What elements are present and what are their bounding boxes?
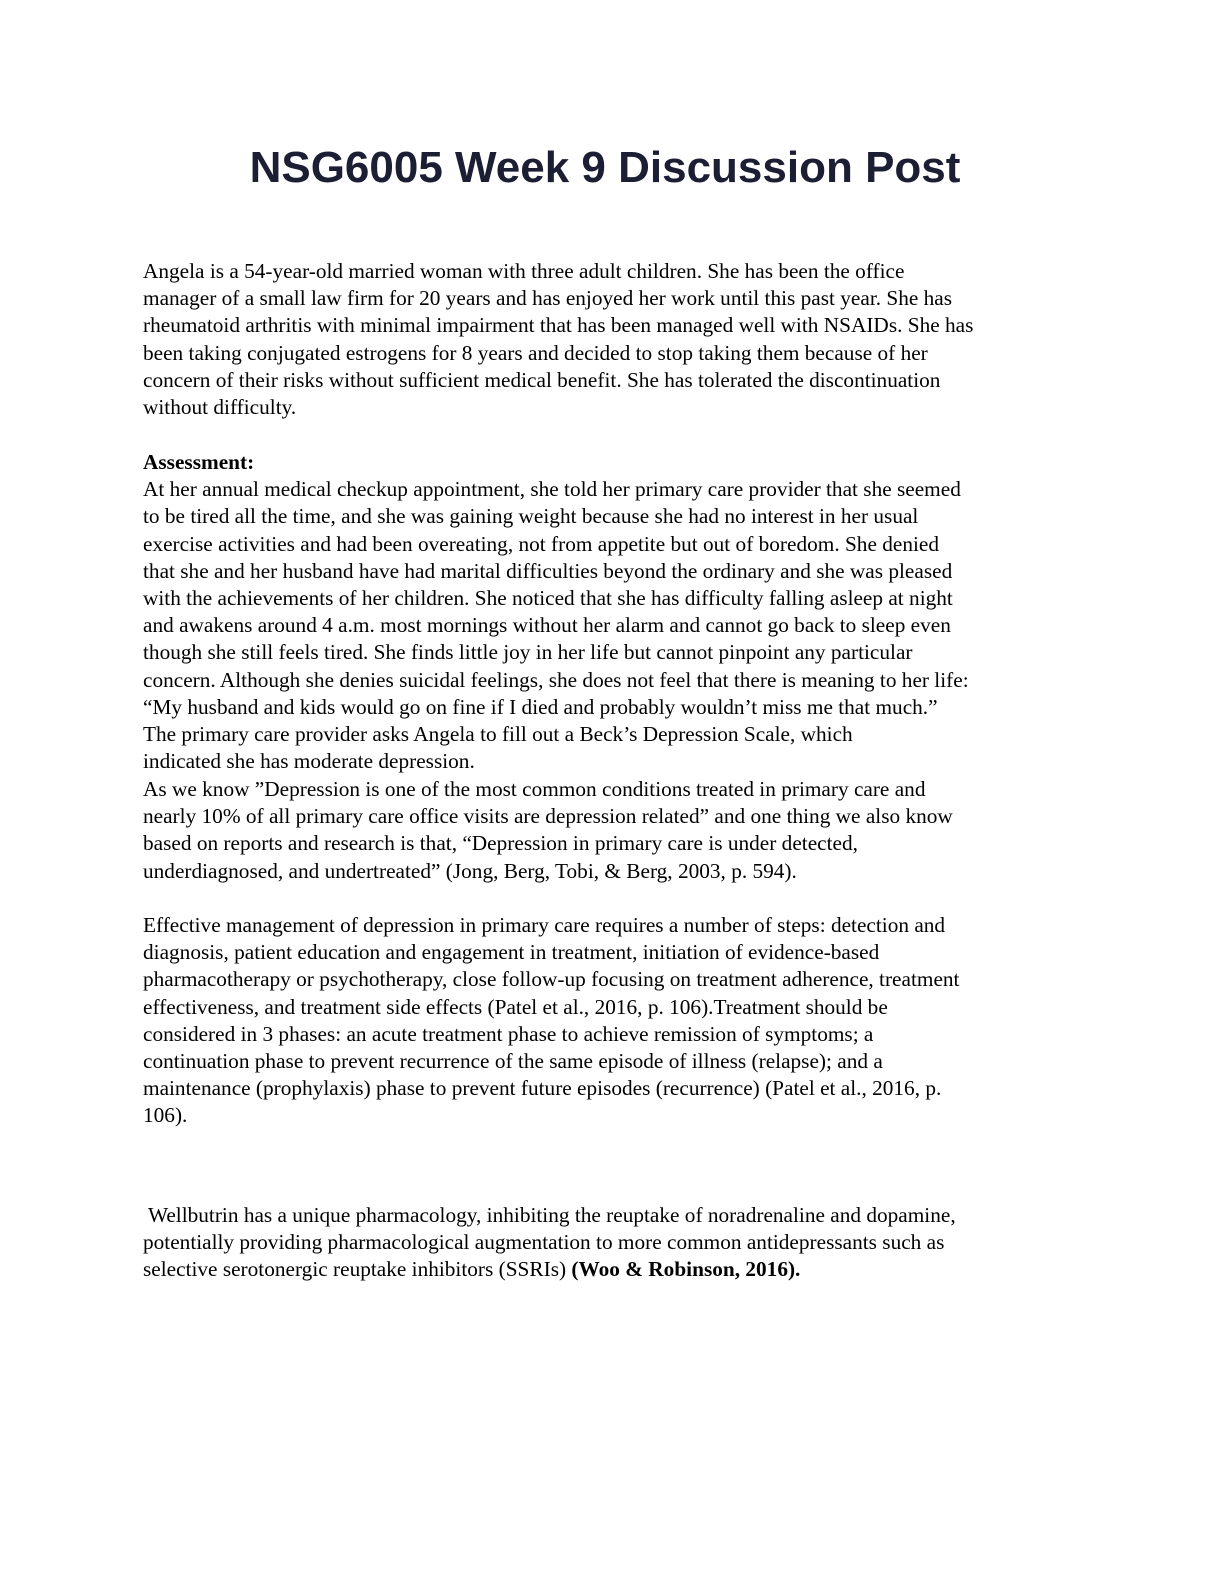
depression-quote-paragraph <box>143 776 1083 885</box>
assessment-heading: Assessment: <box>143 450 255 474</box>
management-paragraph <box>143 912 1083 1130</box>
text-line: though she still feels tired. She finds little joy in her life but cannot pinpoint any particular <box>143 640 913 665</box>
assessment-section <box>143 449 1083 775</box>
text-line: exercise activities and had been overeating, not from appetite but out of boredom. She denied <box>143 531 940 556</box>
text-line-with-citation <box>143 1256 1083 1283</box>
text-line: based on reports and research is that, “Depression in primary care is under detected, <box>143 831 858 856</box>
text-line: without difficulty. <box>143 395 297 420</box>
text-line: underdiagnosed, and undertreated” (Jong, Berg, Tobi, & Berg, 2003, p. 594). <box>143 858 797 883</box>
text-line: concern. Although she denies suicidal feelings, she does not feel that there is meaning to her life: <box>143 667 969 692</box>
text-line: and awakens around 4 a.m. most mornings without her alarm and cannot go back to sleep even <box>143 613 951 638</box>
page-title: NSG6005 Week 9 Discussion Post <box>249 143 961 192</box>
text-line: The primary care provider asks Angela to fill out a Beck’s Depression Scale, which <box>143 722 853 747</box>
text-line: manager of a small law firm for 20 years and has enjoyed her work until this past year. She has <box>143 286 953 311</box>
wellbutrin-paragraph <box>143 1202 1083 1284</box>
text-segment: selective serotonergic reuptake inhibitors (SSRIs) <box>143 1257 572 1282</box>
text-line: “My husband and kids would go on fine if I died and probably wouldn’t miss me that much.” <box>143 694 938 719</box>
text-line: Wellbutrin has a unique pharmacology, inhibiting the reuptake of noradrenaline and dopamine, <box>143 1203 956 1227</box>
text-line: Effective management of depression in primary care requires a number of steps: detection and <box>143 913 946 937</box>
citation: (Woo & Robinson, 2016). <box>571 1257 801 1282</box>
text-line: considered in 3 phases: an acute treatment phase to achieve remission of symptoms; a <box>143 1021 874 1046</box>
text-line: that she and her husband have had marital difficulties beyond the ordinary and she was pleased <box>143 558 953 583</box>
text-line: with the achievements of her children. She noticed that she has difficulty falling asleep at night <box>143 586 953 611</box>
text-line: potentially providing pharmacological augmentation to more common antidepressants such as <box>143 1230 945 1255</box>
text-line: rheumatoid arthritis with minimal impairment that has been managed well with NSAIDs. She has <box>143 313 974 338</box>
text-line: As we know ”Depression is one of the most common conditions treated in primary care and <box>143 777 926 801</box>
text-line: At her annual medical checkup appointment, she told her primary care provider that she seemed <box>143 477 961 502</box>
intro-paragraph <box>143 258 1083 421</box>
text-line: diagnosis, patient education and engagement in treatment, initiation of evidence-based <box>143 940 880 965</box>
text-line: continuation phase to prevent recurrence of the same episode of illness (relapse); and a <box>143 1049 883 1074</box>
text-line: Angela is a 54-year-old married woman with three adult children. She has been the office <box>143 259 905 283</box>
text-line: to be tired all the time, and she was gaining weight because she had no interest in her usual <box>143 504 919 529</box>
text-line: nearly 10% of all primary care office visits are depression related” and one thing we also know <box>143 804 953 829</box>
text-line: 106). <box>143 1103 188 1128</box>
text-line: indicated she has moderate depression. <box>143 749 475 774</box>
text-line: concern of their risks without sufficient medical benefit. She has tolerated the discontinuation <box>143 367 941 392</box>
text-line: pharmacotherapy or psychotherapy, close follow-up focusing on treatment adherence, treatment <box>143 967 960 992</box>
text-line: effectiveness, and treatment side effects (Patel et al., 2016, p. 106).Treatment should be <box>143 994 888 1019</box>
text-line: maintenance (prophylaxis) phase to prevent future episodes (recurrence) (Patel et al., 2016, p. <box>143 1076 942 1101</box>
text-line: been taking conjugated estrogens for 8 years and decided to stop taking them because of her <box>143 340 928 365</box>
